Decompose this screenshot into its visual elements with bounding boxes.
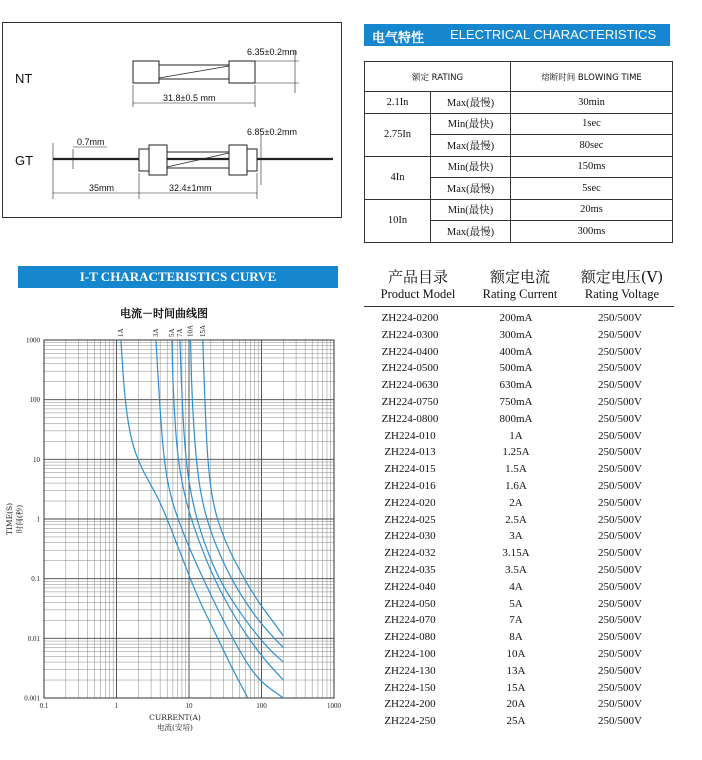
mode-cell: Min(最快): [431, 113, 511, 135]
electrical-title-en: ELECTRICAL CHARACTERISTICS: [450, 27, 657, 42]
x-axis-label-cn: 电流(安培): [157, 723, 193, 732]
product-rows: [364, 310, 674, 730]
list-item: [364, 528, 674, 545]
rating-voltage: 250/500V: [598, 312, 642, 324]
nt-end-cap-right: [229, 61, 255, 83]
y-axis-label: TIME(S): [5, 502, 14, 536]
series-label-7a: 7A: [175, 328, 184, 337]
list-item: [364, 696, 674, 713]
rating-current: 10A: [506, 647, 526, 660]
list-item: [364, 562, 674, 579]
rating-current: 3A: [509, 530, 523, 543]
col-product-model-en: Product Model: [380, 287, 456, 301]
rating-current: 1.25A: [502, 446, 530, 459]
series-label-3a: 3A: [151, 328, 160, 337]
rating-current: 4A: [509, 580, 523, 593]
table-row: [365, 199, 673, 221]
chart-title: 电流－时间曲线图: [120, 307, 208, 320]
rating-current: 15A: [506, 681, 526, 694]
rating-voltage: 250/500V: [598, 597, 642, 610]
product-model: ZH224-130: [384, 664, 436, 677]
nt-length-dim: 31.8±0.5 mm: [163, 93, 216, 103]
list-item: [364, 461, 674, 478]
product-model: ZH224-080: [384, 631, 436, 644]
list-item: [364, 596, 674, 613]
col-product-model-cn: 产品目录: [387, 268, 448, 286]
rating-voltage: 250/500V: [598, 345, 642, 358]
list-item: [364, 310, 674, 327]
product-model: ZH224-0500: [381, 362, 439, 375]
gt-lead-length-dim: 35mm: [89, 183, 115, 193]
electrical-characteristics-table: [364, 61, 673, 243]
rating-voltage: 250/500V: [598, 614, 642, 627]
rating-current: 630mA: [499, 379, 533, 392]
rating-current: 2.5A: [505, 513, 527, 526]
rating-voltage: 250/500V: [598, 362, 642, 375]
rating-current: 1A: [509, 429, 523, 442]
list-item: [364, 377, 674, 394]
list-item: [364, 360, 674, 377]
electrical-title-cn: 电气特性: [372, 31, 425, 46]
product-model: ZH224-015: [384, 463, 436, 476]
product-model: ZH224-0750: [381, 395, 439, 408]
x-tick-label: 10: [185, 702, 193, 710]
mode-cell: Max(最慢): [431, 221, 511, 243]
rating-current: 500mA: [499, 362, 533, 375]
rating-voltage: 250/500V: [598, 429, 642, 442]
gt-body-length-dim: 32.4±1mm: [169, 183, 212, 193]
y-axis-label-cn: 时间(秒): [15, 504, 24, 534]
mode-cell: Min(最快): [431, 156, 511, 178]
rating-current: 8A: [509, 631, 523, 644]
rating-current: 2A: [509, 496, 523, 509]
x-tick-label: 0.1: [39, 702, 49, 710]
y-tick-label: 100: [29, 396, 40, 405]
list-item: [364, 394, 674, 411]
list-item: [364, 680, 674, 697]
header-divider: [364, 306, 674, 307]
list-item: [364, 646, 674, 663]
header-blowing-time: 熔断时间 BLOWING TIME: [511, 62, 673, 92]
product-model: ZH224-030: [384, 530, 436, 543]
rating-voltage: 250/500V: [598, 715, 642, 728]
mode-cell: Max(最慢): [431, 92, 511, 114]
rating-voltage: 250/500V: [598, 698, 642, 711]
rating-voltage: 250/500V: [598, 631, 642, 644]
list-item: [364, 444, 674, 461]
mode-cell: Max(最慢): [431, 178, 511, 200]
list-item: [364, 478, 674, 495]
series-line-15a: [203, 340, 284, 636]
list-item: [364, 327, 674, 344]
rating-voltage: 250/500V: [598, 446, 642, 459]
gt-diameter-dim: 6.85±0.2mm: [247, 127, 297, 137]
x-tick-label: 100: [256, 702, 267, 710]
list-item: [364, 612, 674, 629]
rating-cell: 10In: [365, 199, 431, 242]
product-model: ZH224-100: [384, 647, 436, 660]
rating-voltage: 250/500V: [598, 664, 642, 677]
x-tick-label: 1000: [327, 702, 341, 710]
col-rating-current: [466, 268, 574, 301]
product-model: ZH224-150: [384, 681, 436, 694]
rating-current: 25A: [506, 715, 526, 728]
list-item: [364, 579, 674, 596]
list-item: [364, 411, 674, 428]
time-cell: 5sec: [511, 178, 673, 200]
col-rating-voltage: [568, 268, 676, 301]
x-axis-label: CURRENT(A): [149, 713, 201, 722]
table-row: [365, 113, 673, 135]
product-model: ZH224-0400: [381, 345, 439, 358]
product-model: ZH224-025: [384, 513, 436, 526]
rating-current: 13A: [506, 664, 526, 677]
product-model: ZH224-0630: [381, 379, 439, 392]
product-model: ZH224-032: [384, 547, 436, 560]
rating-voltage: 250/500V: [598, 513, 642, 526]
rating-current: 200mA: [499, 312, 533, 324]
rating-voltage: 250/500V: [598, 530, 642, 543]
product-model: ZH224-020: [384, 496, 436, 509]
list-item: [364, 428, 674, 445]
product-model: ZH224-0200: [381, 312, 439, 324]
y-tick-label: 0.1: [31, 575, 40, 584]
rating-cell: 2.75In: [365, 113, 431, 156]
col-rating-current-cn: 额定电流: [489, 268, 550, 286]
gt-label: GT: [15, 153, 34, 168]
rating-current: 7A: [509, 614, 523, 627]
nt-label: NT: [15, 71, 33, 86]
product-model: ZH224-040: [384, 580, 436, 593]
product-model: ZH224-050: [384, 597, 436, 610]
rating-voltage: 250/500V: [598, 412, 642, 425]
product-model: ZH224-013: [384, 446, 436, 459]
time-cell: 300ms: [511, 221, 673, 243]
rating-current: 3.15A: [502, 547, 530, 560]
list-item: [364, 545, 674, 562]
y-tick-label: 0.01: [27, 634, 40, 643]
series-label-1a: 1A: [116, 328, 125, 337]
y-tick-label: 1000: [26, 336, 40, 345]
rating-voltage: 250/500V: [598, 547, 642, 560]
rating-current: 1.5A: [505, 463, 527, 476]
rating-voltage: 250/500V: [598, 580, 642, 593]
list-item: [364, 344, 674, 361]
rating-current: 300mA: [499, 328, 533, 341]
header-rating: 额定 RATING: [365, 62, 511, 92]
rating-voltage: 250/500V: [598, 328, 642, 341]
product-model: ZH224-016: [384, 479, 436, 492]
product-model: ZH224-010: [384, 429, 436, 442]
rating-voltage: 250/500V: [598, 563, 642, 576]
y-tick-label: 0.001: [24, 694, 40, 703]
nt-end-cap-left: [133, 61, 159, 83]
mode-cell: Max(最慢): [431, 135, 511, 157]
product-model: ZH224-070: [384, 614, 436, 627]
time-cell: 30min: [511, 92, 673, 114]
rating-voltage: 250/500V: [598, 463, 642, 476]
list-item: [364, 663, 674, 680]
product-model: ZH224-035: [384, 563, 436, 576]
col-rating-voltage-cn: 额定电压(V): [580, 268, 664, 286]
rating-current: 5A: [509, 597, 523, 610]
col-rating-voltage-en: Rating Voltage: [584, 287, 660, 301]
rating-current: 20A: [506, 698, 526, 711]
rating-current: 400mA: [499, 345, 533, 358]
nt-diameter-dim: 6.35±0.2mm: [247, 47, 297, 57]
rating-current: 1.6A: [505, 479, 527, 492]
rating-cell: 4In: [365, 156, 431, 199]
rating-voltage: 250/500V: [598, 479, 642, 492]
rating-voltage: 250/500V: [598, 379, 642, 392]
series-label-15a: 15A: [198, 324, 207, 337]
list-item: [364, 629, 674, 646]
product-model: ZH224-0800: [381, 412, 439, 425]
mode-cell: Min(最快): [431, 199, 511, 221]
gt-lead-diameter-dim: 0.7mm: [77, 137, 105, 147]
col-product-model: [364, 268, 472, 301]
time-cell: 150ms: [511, 156, 673, 178]
rating-current: 750mA: [499, 395, 533, 408]
series-label-10a: 10A: [186, 324, 195, 337]
fuse-drawing: [2, 22, 342, 218]
product-model: ZH224-250: [384, 715, 436, 728]
series-label-5a: 5A: [167, 328, 176, 337]
y-tick-label: 1: [36, 515, 40, 524]
it-characteristics-chart: [0, 320, 350, 750]
list-item: [364, 512, 674, 529]
rating-voltage: 250/500V: [598, 395, 642, 408]
col-rating-current-en: Rating Current: [482, 287, 558, 301]
list-item: [364, 495, 674, 512]
rating-voltage: 250/500V: [598, 496, 642, 509]
table-row: [365, 92, 673, 114]
y-tick-label: 10: [33, 455, 40, 464]
time-cell: 80sec: [511, 135, 673, 157]
product-model: ZH224-200: [384, 698, 436, 711]
rating-voltage: 250/500V: [598, 647, 642, 660]
rating-voltage: 250/500V: [598, 681, 642, 694]
rating-current: 3.5A: [505, 563, 527, 576]
electrical-characteristics-header: [364, 24, 670, 46]
it-curve-header-label: I-T CHARACTERISTICS CURVE: [79, 269, 277, 284]
it-curve-header: [18, 266, 338, 288]
time-cell: 20ms: [511, 199, 673, 221]
product-model: ZH224-0300: [381, 328, 439, 341]
x-tick-label: 1: [114, 702, 119, 710]
rating-cell: 2.1In: [365, 92, 431, 114]
rating-current: 800mA: [499, 412, 533, 425]
list-item: [364, 713, 674, 730]
time-cell: 1sec: [511, 113, 673, 135]
table-row: [365, 156, 673, 178]
